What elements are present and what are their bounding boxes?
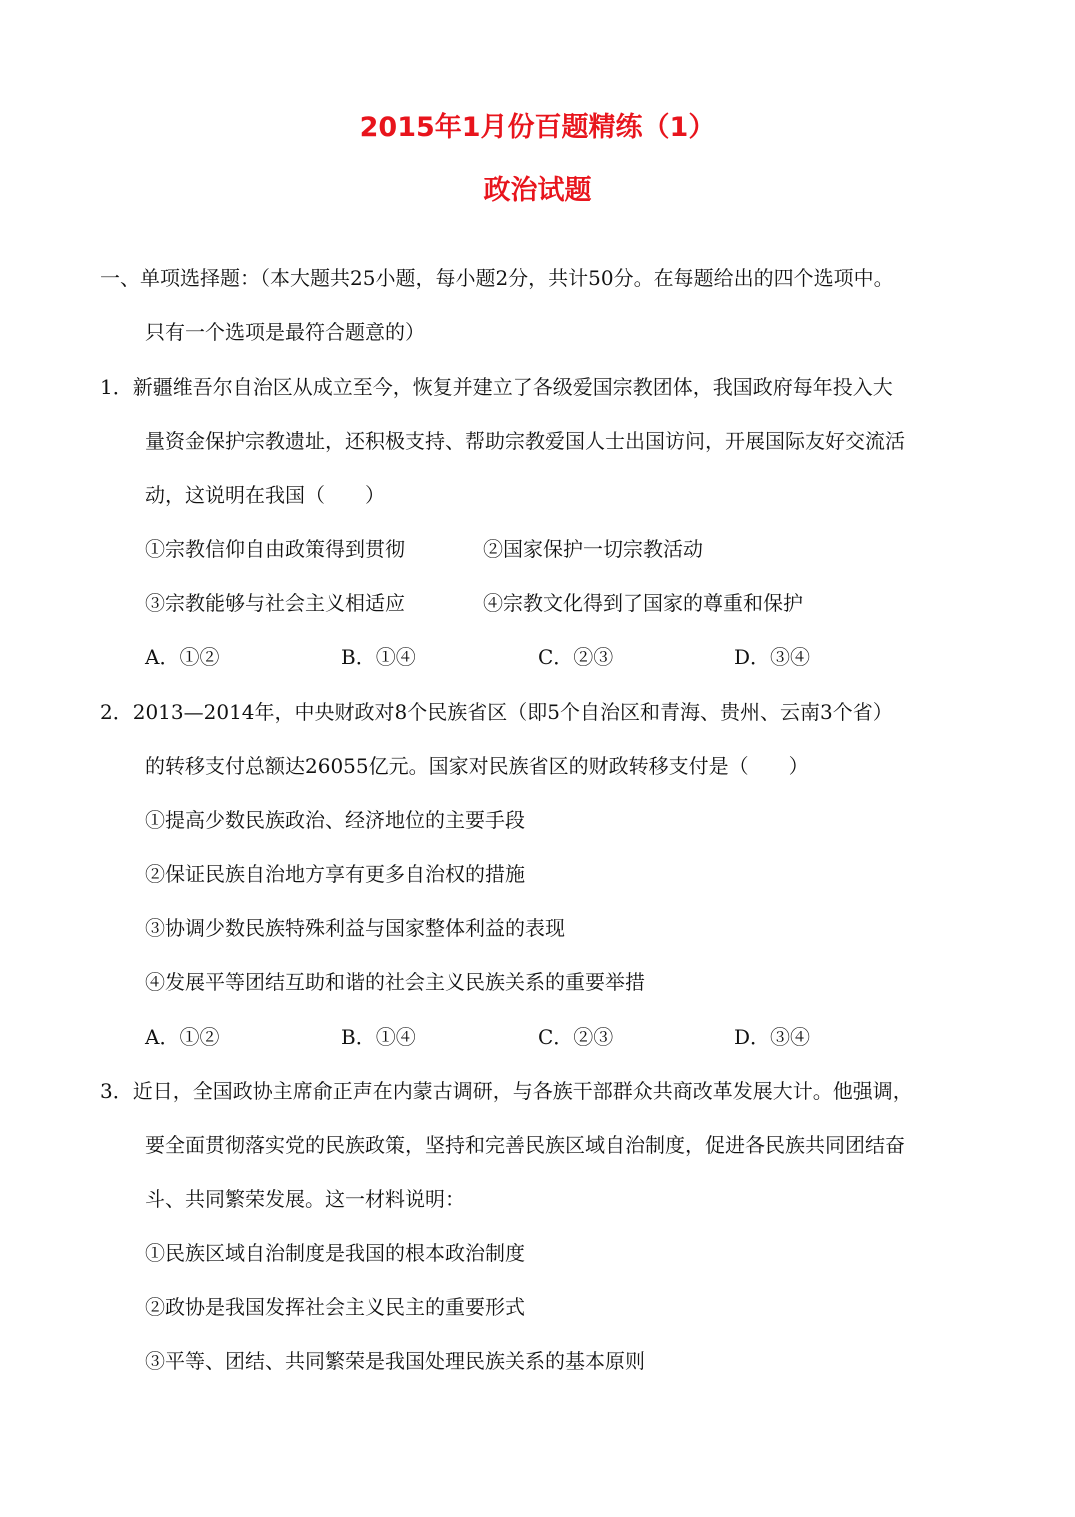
section-instruction-line-1: 一、单项选择题：（本大题共25小题，每小题2分，共计50分。在每题给出的四个选项中。	[100, 266, 894, 290]
question-3-stem-line-3: 斗、共同繁荣发展。这一材料说明：	[145, 1187, 465, 1211]
question-1-option-b: B．①④	[341, 645, 416, 669]
question-1-option-d: D．③④	[734, 645, 811, 669]
question-2-item-3: ③协调少数民族特殊利益与国家整体利益的表现	[145, 916, 565, 940]
question-1-stem-line-1: 1．新疆维吾尔自治区从成立至今，恢复并建立了各级爱国宗教团体，我国政府每年投入大	[100, 375, 893, 399]
question-2-stem-line-1: 2．2013—2014年，中央财政对8个民族省区（即5个自治区和青海、贵州、云南3个省）	[100, 700, 893, 724]
question-3-stem-line-1: 3．近日，全国政协主席俞正声在内蒙古调研，与各族干部群众共商改革发展大计。他强调，	[100, 1079, 913, 1103]
question-2-option-d: D．③④	[734, 1025, 811, 1049]
question-3-item-3: ③平等、团结、共同繁荣是我国处理民族关系的基本原则	[145, 1349, 645, 1373]
question-3-stem-line-2: 要全面贯彻落实党的民族政策，坚持和完善民族区域自治制度，促进各民族共同团结奋	[145, 1133, 905, 1157]
question-1-item-3: ③宗教能够与社会主义相适应	[145, 591, 405, 615]
question-1-option-a: A．①②	[145, 645, 220, 669]
question-2-option-b: B．①④	[341, 1025, 416, 1049]
question-3-item-1: ①民族区域自治制度是我国的根本政治制度	[145, 1241, 525, 1265]
question-1-item-4: ④宗教文化得到了国家的尊重和保护	[483, 591, 803, 615]
question-1-item-2: ②国家保护一切宗教活动	[483, 537, 703, 561]
question-1-option-c: C．②③	[538, 645, 614, 669]
question-3-item-2: ②政协是我国发挥社会主义民主的重要形式	[145, 1295, 525, 1319]
section-instruction-line-2: 只有一个选项是最符合题意的）	[145, 320, 425, 344]
question-1-item-1: ①宗教信仰自由政策得到贯彻	[145, 537, 405, 561]
question-2-stem-line-2: 的转移支付总额达26055亿元。国家对民族省区的财政转移支付是（ ）	[145, 754, 809, 778]
question-2-item-4: ④发展平等团结互助和谐的社会主义民族关系的重要举措	[145, 970, 645, 994]
question-1-stem-line-2: 量资金保护宗教遗址，还积极支持、帮助宗教爱国人士出国访问，开展国际友好交流活	[145, 429, 905, 453]
question-1-stem-line-3: 动，这说明在我国（ ）	[145, 483, 385, 507]
question-2-option-a: A．①②	[145, 1025, 220, 1049]
question-2-option-c: C．②③	[538, 1025, 614, 1049]
page-subtitle: 政治试题	[483, 175, 592, 206]
question-2-item-1: ①提高少数民族政治、经济地位的主要手段	[145, 808, 525, 832]
page-title: 2015年1月份百题精练（1）	[359, 112, 716, 143]
question-2-item-2: ②保证民族自治地方享有更多自治权的措施	[145, 862, 525, 886]
